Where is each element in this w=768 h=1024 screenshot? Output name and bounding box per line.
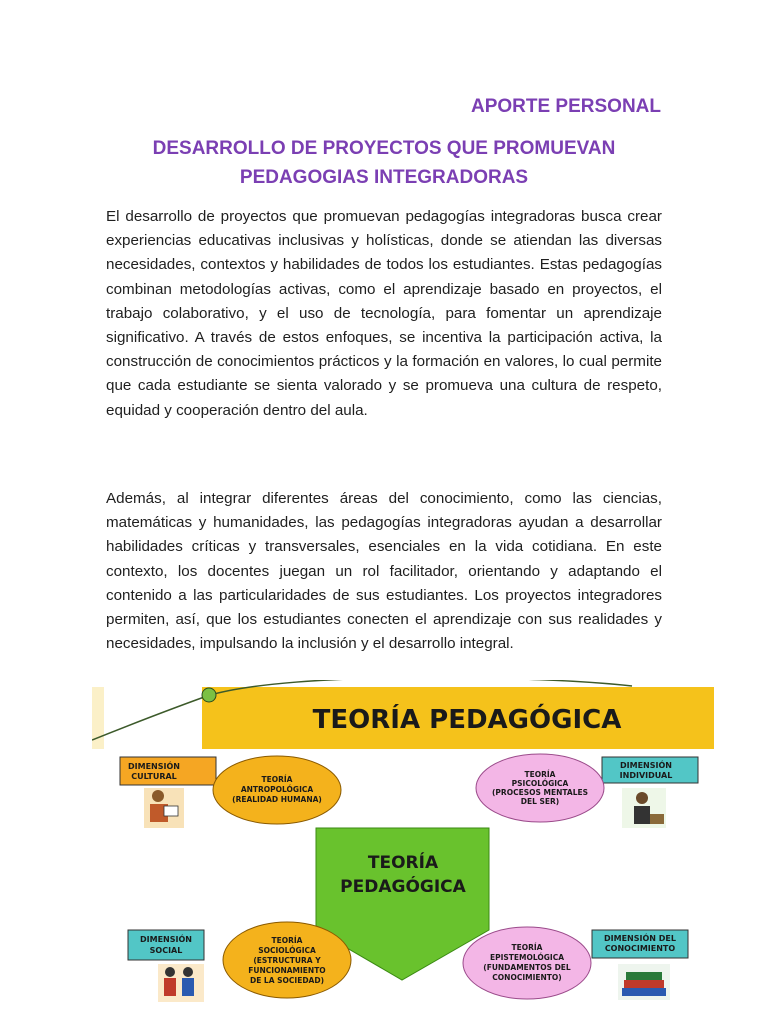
teoria-psicologica-line1: TEORÍA: [524, 770, 556, 779]
paragraph-1: El desarrollo de proyectos que promuevan pedagogías integradoras busca crear experiencias educativas inclusivas y holísticas, donde se atiendan las diversas necesidades, contextos y habilidades de todos los estudiantes. Estas pedagogías combinan metodologías activas, como el aprendizaje basado en proyectos, el trabajo colaborativo, y el uso de tecnología, para fomentar un aprendizaje significativo. A través de estos enfoques, se incentiva la participación activa, la construcción de conocimientos prácticos y la formación en valores, lo cual permite que cada estudiante se sienta valorado y se promueva una cultura de respeto, equidad y cooperación dentro del aula.: [106, 208, 662, 419]
document-title-line2: PEDAGOGIAS INTEGRADORAS: [239, 167, 529, 188]
teoria-antropologica-line1: TEORÍA: [261, 775, 293, 784]
teoria-epistemologica-line2: EPISTEMOLÓGICA: [489, 953, 565, 962]
dimension-individual-line2: INDIVIDUAL: [619, 771, 673, 780]
center-title-line1: TEORÍA: [367, 853, 439, 873]
teoria-epistemologica-line4: CONOCIMIENTO): [492, 973, 562, 982]
teoria-sociologica-line4: FUNCIONAMIENTO: [248, 966, 326, 975]
teoria-sociologica-line5: DE LA SOCIEDAD): [249, 976, 325, 985]
teoria-psicologica-line2: PSICOLÓGICA: [511, 779, 569, 788]
reading-person-illustration: [144, 788, 184, 828]
dimension-social-line1: DIMENSIÓN: [140, 935, 192, 944]
group-people-illustration: [158, 964, 204, 1002]
dimension-conocimiento-line1: DIMENSIÓN DEL: [604, 934, 676, 943]
teoria-psicologica-line4: DEL SER): [520, 797, 560, 806]
thinking-person-illustration: [622, 788, 666, 828]
teoria-epistemologica-line3: (FUNDAMENTOS DEL: [483, 963, 571, 972]
teoria-antropologica-line3: (REALIDAD HUMANA): [232, 795, 322, 804]
books-illustration: [618, 964, 670, 1000]
teoria-pedagogica-diagram: [92, 680, 714, 1010]
dimension-cultural-line1: DIMENSIÓN: [128, 762, 180, 771]
paragraph-2: Además, al integrar diferentes áreas del conocimiento, como las ciencias, matemáticas y humanidades, las pedagogías integradoras ayudan a desarrollar habilidades críticas y transversales, esenciales en la vida cotidiana. En este contexto, los docentes juegan un rol facilitador, orientando y adaptando el contenido a las particularidades de sus estudiantes. Los proyectos integradores permiten, así, que los estudiantes conecten el aprendizaje con sus realidades y necesidades, impulsando la inclusión y el desarrollo integral.: [106, 490, 662, 653]
center-title-line2: PEDAGÓGICA: [340, 877, 466, 897]
teoria-sociologica-line2: SOCIOLÓGICA: [258, 946, 316, 955]
teoria-sociologica-line3: (ESTRUCTURA Y: [253, 956, 321, 965]
dimension-social-line2: SOCIAL: [149, 946, 183, 955]
dimension-conocimiento-line2: CONOCIMIENTO: [604, 944, 676, 953]
teoria-sociologica-line1: TEORÍA: [271, 936, 303, 945]
document-title-line1: DESARROLLO DE PROYECTOS QUE PROMUEVAN: [152, 138, 616, 159]
teoria-epistemologica-line1: TEORÍA: [511, 943, 543, 952]
teoria-antropologica-line2: ANTROPOLÓGICA: [240, 785, 314, 794]
dimension-individual-line1: DIMENSIÓN: [620, 761, 672, 770]
dimension-cultural-line2: CULTURAL: [131, 772, 177, 781]
decorative-dot: [202, 688, 216, 702]
banner-title: TEORÍA PEDAGÓGICA: [312, 705, 622, 735]
aporte-personal-heading: APORTE PERSONAL: [470, 96, 661, 117]
teoria-psicologica-line3: (PROCESOS MENTALES: [492, 788, 588, 797]
